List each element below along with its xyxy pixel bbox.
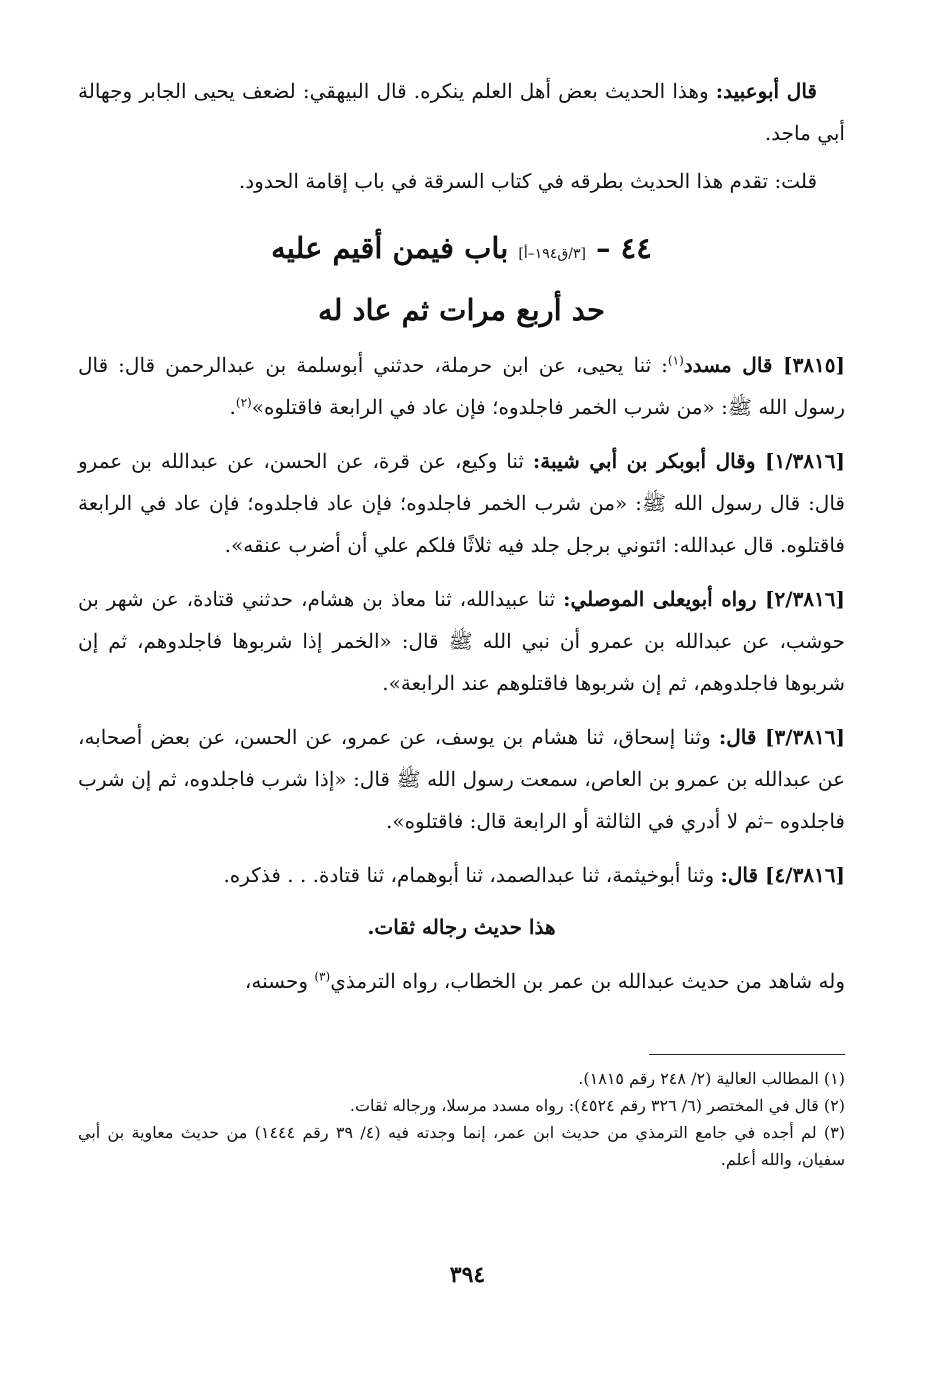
hadith-3816-2-text: ثنا عبيدالله، ثنا معاذ بن هشام، حدثني قتادة، عن شهر بن حوشب، عن عبدالله بن عمرو أن نبي الله ﷺ قال: «الخمر إذا شربوها فاجلدوهم، ثم إن شربوها فاجلدوهم، ثم إن شربوها فاقتلوهم عند الرابعة».	[78, 587, 845, 695]
paragraph-qultu: قلت: تقدم هذا الحديث بطرقه في كتاب السرقة في باب إقامة الحدود.	[238, 169, 817, 193]
hadith-3815-label: [٣٨١٥] قال مسدد	[683, 353, 845, 377]
paragraph-abu-ubaid-label: قال أبوعبيد:	[715, 79, 817, 103]
witness-paragraph	[78, 960, 845, 1002]
footnotes	[78, 1065, 845, 1173]
hadith-3816-4-label: [٤/٣٨١٦] قال:	[720, 863, 845, 887]
page-number: ٣٩٤	[449, 1262, 486, 1288]
hadith-3816-3	[78, 716, 845, 842]
chapter-title-line1: باب فيمن أقيم عليه	[271, 231, 509, 265]
chapter-heading-line1	[78, 220, 845, 282]
footnote-2: (٢) قال في المختصر (٦/ ٣٢٦ رقم ٤٥٢٤): رواه مسدد مرسلا، ورجاله ثقات.	[349, 1096, 845, 1115]
hadith-3816-4-text: وثنا أبوخيثمة، ثنا عبدالصمد، ثنا أبوهمام، ثنا قتادة. . . فذكره.	[223, 863, 721, 887]
footnote-ref-2[interactable]: (٢)	[235, 395, 252, 410]
grading-note: هذا حديث رجاله ثقات.	[367, 915, 556, 939]
manuscript-reference: [٣/ق١٩٤–أ]	[518, 246, 586, 262]
hadith-3815-end: .	[229, 395, 236, 419]
chapter-number: ٤٤ –	[596, 231, 652, 265]
paragraph-abu-ubaid	[78, 70, 845, 154]
footnote-divider	[649, 1054, 845, 1055]
witness-text: وله شاهد من حديث عبدالله بن عمر بن الخطاب، رواه الترمذي	[330, 969, 845, 993]
footnote-1: (١) المطالب العالية (٢/ ٢٤٨ رقم ١٨١٥).	[578, 1069, 845, 1088]
footnote-3: (٣) لم أجده في جامع الترمذي من حديث ابن عمر، إنما وجدته فيه (٤/ ٣٩ رقم ١٤٤٤) من حديث معاوية بن أبي سفيان، والله أعلم.	[78, 1123, 846, 1169]
hadith-3816-3-text: وثنا إسحاق، ثنا هشام بن يوسف، عن عمرو، عن الحسن، عن بعض أصحابه، عن عبدالله بن عمرو بن العاص، سمعت رسول الله ﷺ قال: «إذا شرب فاجلدوه، ثم إن شرب فاجلدوه –ثم لا أدري في الثالثة أو الرابعة قال: فاقتلوه».	[78, 725, 845, 833]
chapter-title-line2: حد أربع مرات ثم عاد له	[318, 293, 605, 327]
hadith-3816-1-label: [١/٣٨١٦] وقال أبوبكر بن أبي شيبة:	[532, 449, 845, 473]
hadith-3816-1	[78, 440, 845, 566]
hadith-3816-2	[78, 578, 845, 704]
hadith-3816-2-label: [٢/٣٨١٦] رواه أبويعلى الموصلي:	[563, 587, 845, 611]
footnote-ref-3[interactable]: (٣)	[314, 969, 331, 984]
page-body	[78, 70, 845, 1173]
footnote-ref-1[interactable]: (١)	[667, 353, 684, 368]
chapter-heading	[78, 220, 845, 338]
hadith-3815	[78, 344, 845, 428]
hadith-3816-4	[78, 854, 845, 896]
paragraph-abu-ubaid-text: وهذا الحديث بعض أهل العلم ينكره. قال البيهقي: لضعف يحيى الجابر وجهالة أبي ماجد.	[78, 79, 845, 145]
hadith-3816-3-label: [٣/٣٨١٦] قال:	[718, 725, 845, 749]
hadith-3815-text: : ثنا يحيى، عن ابن حرملة، حدثني أبوسلمة بن عبدالرحمن قال: قال رسول الله ﷺ: «من شرب الخمر فاجلدوه؛ فإن عاد في الرابعة فاقتلوه»	[78, 353, 845, 419]
witness-text-end: وحسنه،	[244, 969, 315, 993]
hadith-3816-1-text: ثنا وكيع، عن قرة، عن الحسن، عن عبدالله بن عمرو قال: قال رسول الله ﷺ: «من شرب الخمر فاجلدوه؛ فإن عاد فاجلدوه؛ فإن عاد في الرابعة فاقتلوه. قال عبدالله: ائتوني برجل جلد فيه ثلاثًا فلكم علي أن أضرب عنقه».	[78, 449, 845, 557]
